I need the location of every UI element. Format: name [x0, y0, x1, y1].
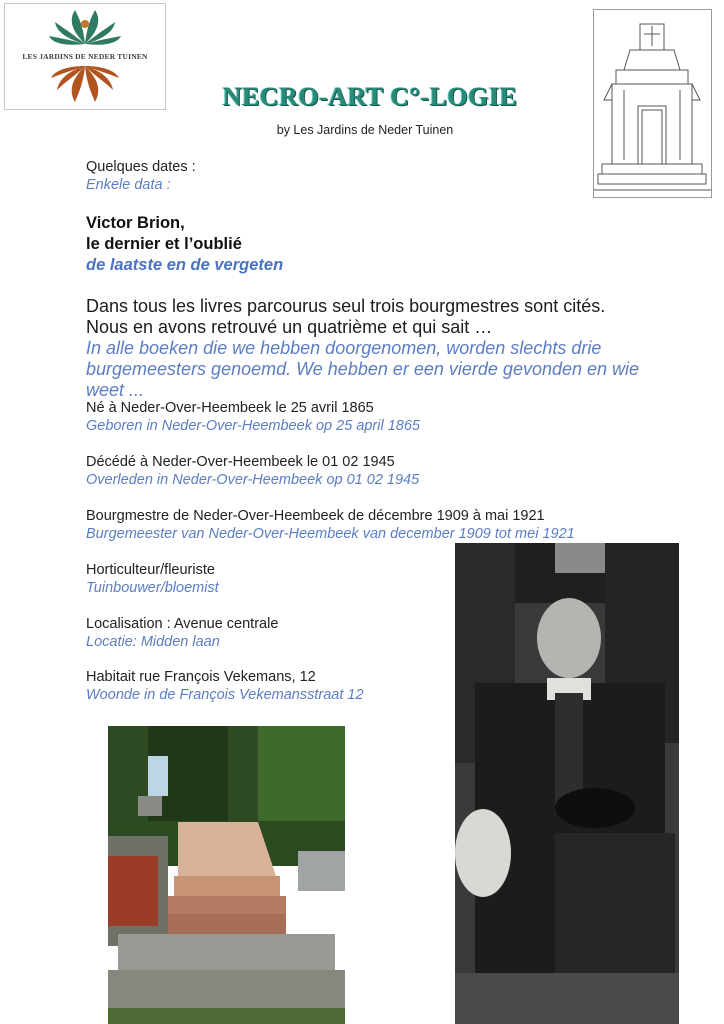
fact-death-fr: Décédé à Neder-Over-Heembeek le 01 02 1945: [86, 454, 395, 470]
grave-photo: [108, 726, 345, 1024]
monument-icon: [594, 10, 711, 197]
fact-death-nl: Overleden in Neder-Over-Heembeek op 01 02 1945: [86, 472, 420, 488]
person-subtitle-fr: le dernier et l’oublié: [86, 235, 242, 253]
portrait-photo: [455, 543, 679, 1024]
fact-residence-fr: Habitait rue François Vekemans, 12: [86, 669, 316, 685]
fact-mayor-fr: Bourgmestre de Neder-Over-Heembeek de décembre 1909 à mai 1921: [86, 508, 545, 524]
page-title: NECRO-ART C°-LOGIE: [222, 82, 518, 111]
fact-residence-nl: Woonde in de François Vekemansstraat 12: [86, 687, 364, 703]
fact-birth-fr: Né à Neder-Over-Heembeek le 25 avril 1865: [86, 400, 374, 416]
intro-nl: In alle boeken die we hebben doorgenomen, worden slechts drie burgemeesters genoemd. We hebben er een vierde gevonden en wie weet ...: [86, 338, 640, 400]
fact-birth-nl: Geboren in Neder-Over-Heembeek op 25 april 1865: [86, 418, 420, 434]
fact-location-nl: Locatie: Midden laan: [86, 634, 220, 650]
dates-heading-fr: Quelques dates :: [86, 159, 196, 175]
logo: [4, 3, 166, 110]
person-subtitle-nl: de laatste en de vergeten: [86, 256, 284, 274]
dates-heading-nl: Enkele data :: [86, 177, 171, 193]
monument-drawing: [593, 9, 712, 198]
intro-fr-line1: Dans tous les livres parcourus seul trois bourgmestres sont cités.: [86, 296, 606, 316]
fact-mayor-nl: Burgemeester van Neder-Over-Heembeek van december 1909 tot mei 1921: [86, 526, 575, 542]
logo-text: LES JARDINS DE NEDER TUINEN: [22, 52, 148, 61]
intro-fr-line2: Nous en avons retrouvé un quatrième et qui sait …: [86, 317, 493, 337]
byline: by Les Jardins de Neder Tuinen: [276, 123, 454, 137]
fact-profession-nl: Tuinbouwer/bloemist: [86, 580, 219, 596]
fact-profession-fr: Horticulteur/fleuriste: [86, 562, 215, 578]
fact-location-fr: Localisation : Avenue centrale: [86, 616, 279, 632]
person-name: Victor Brion,: [86, 214, 185, 232]
